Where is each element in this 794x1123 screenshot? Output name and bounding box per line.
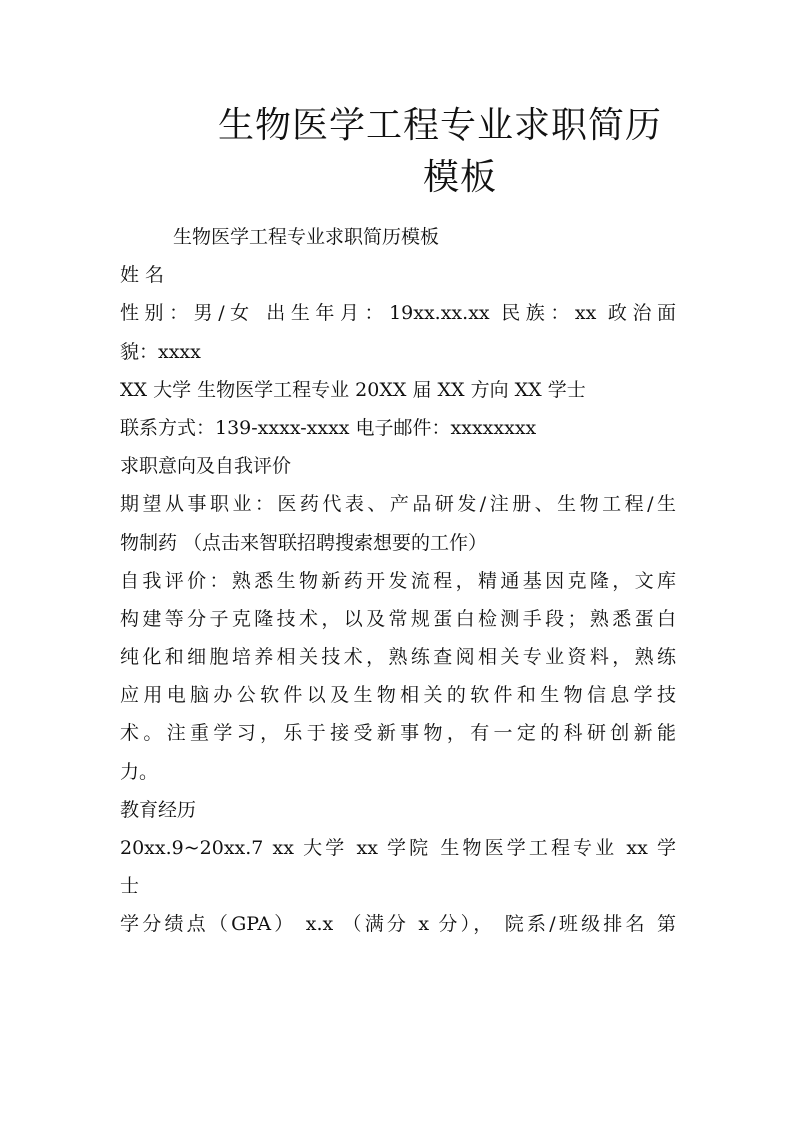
document-title <box>150 100 730 204</box>
gender-birth-line: 性别：男/女 出生年月：19xx.xx.xx 民族：xx 政治面 <box>120 302 676 325</box>
self-evaluation-line-5: 术。注重学习，乐于接受新事物，有一定的科研创新能 <box>120 722 676 745</box>
gpa-line: 学分绩点（GPA） x.x （满分 x 分）， 院系/班级排名 第 <box>120 913 676 936</box>
name-line: 姓 名 <box>120 264 165 287</box>
title-line-2: 模板 <box>422 157 497 198</box>
document-body <box>120 218 676 944</box>
section-heading-education: 教育经历 <box>120 798 197 821</box>
self-evaluation-line-3: 纯化和细胞培养相关技术，熟练查阅相关专业资料，熟练 <box>120 646 676 669</box>
self-evaluation-line-4: 应用电脑办公软件以及生物相关的软件和生物信息学技 <box>120 684 676 707</box>
education-entry-line: 20xx.9~20xx.7 xx 大学 xx 学院 生物医学工程专业 xx 学 <box>120 837 676 859</box>
self-evaluation-line-2: 构建等分子克隆技术，以及常规蛋白检测手段；熟悉蛋白 <box>120 607 676 630</box>
self-evaluation-line-6: 力。 <box>120 760 159 783</box>
career-expectation-line: 期望从事职业：医药代表、产品研发/注册、生物工程/生 <box>120 493 676 516</box>
contact-line: 联系方式：139-xxxx-xxxx 电子邮件：xxxxxxxx <box>120 416 537 439</box>
university-line: XX 大学 生物医学工程专业 20XX 届 XX 方向 XX 学士 <box>120 378 586 401</box>
education-entry-line-cont: 士 <box>120 875 140 898</box>
political-status-line: 貌：xxxx <box>120 340 201 363</box>
subtitle: 生物医学工程专业求职简历模板 <box>173 226 440 248</box>
title-line-1: 生物医学工程专业求职简历 <box>217 105 662 146</box>
career-expectation-line-cont: 物制药 （点击来智联招聘搜索想要的工作） <box>120 531 488 554</box>
self-evaluation-line-1: 自我评价：熟悉生物新药开发流程，精通基因克隆，文库 <box>120 569 676 592</box>
section-heading-intent: 求职意向及自我评价 <box>120 455 292 478</box>
